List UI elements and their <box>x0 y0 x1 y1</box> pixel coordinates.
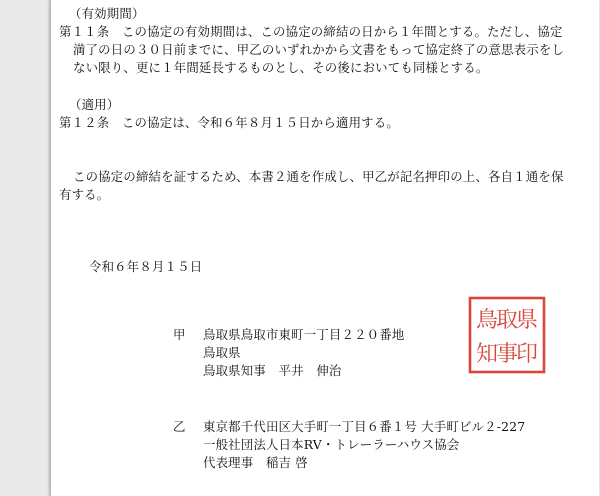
svg-text:鳥: 鳥 <box>475 308 499 333</box>
party-a-representative: 鳥取県知事 平井 伸治 <box>203 363 342 378</box>
party-a-label: 甲 <box>173 327 186 342</box>
party-a-address: 鳥取県鳥取市東町一丁目２２０番地 <box>203 327 405 342</box>
svg-text:知: 知 <box>475 342 499 367</box>
closing-line2: 有する。 <box>59 187 110 202</box>
article11-line1: 第１１条 この協定の有効期間は、この協定の締結の日から１年間とする。ただし、協定 <box>59 24 563 39</box>
agreement-date: 令和６年８月１５日 <box>89 259 203 274</box>
party-a-org: 鳥取県 <box>203 345 241 360</box>
article11-heading: （有効期間） <box>69 6 145 21</box>
article11-line3: ない限り、更に１年間延長するものとし、その後においても同様とする。 <box>73 60 489 75</box>
svg-text:県: 県 <box>515 308 539 333</box>
party-b-address: 東京都千代田区大手町一丁目６番１号 大手町ビル２-227 <box>203 419 526 434</box>
svg-text:取: 取 <box>495 308 519 333</box>
party-b-representative: 代表理事 稲吉 啓 <box>203 455 308 470</box>
party-b-label: 乙 <box>173 419 186 434</box>
article12-heading: （適用） <box>69 97 120 112</box>
svg-text:事: 事 <box>495 342 519 367</box>
article12-line1: 第１２条 この協定は、令和６年８月１５日から適用する。 <box>59 115 399 130</box>
svg-text:印: 印 <box>515 342 539 367</box>
document-page <box>50 0 599 496</box>
official-seal-icon <box>467 295 547 375</box>
party-b-org: 一般社団法人日本RV・トレーラーハウス協会 <box>203 437 460 452</box>
closing-line1: この協定の締結を証するため、本書２通を作成し、甲乙が記名押印の上、各自１通を保 <box>73 169 564 184</box>
article11-line2: 満了の日の３０日前までに、甲乙のいずれかから文書をもって協定終了の意思表示をし <box>73 42 565 57</box>
